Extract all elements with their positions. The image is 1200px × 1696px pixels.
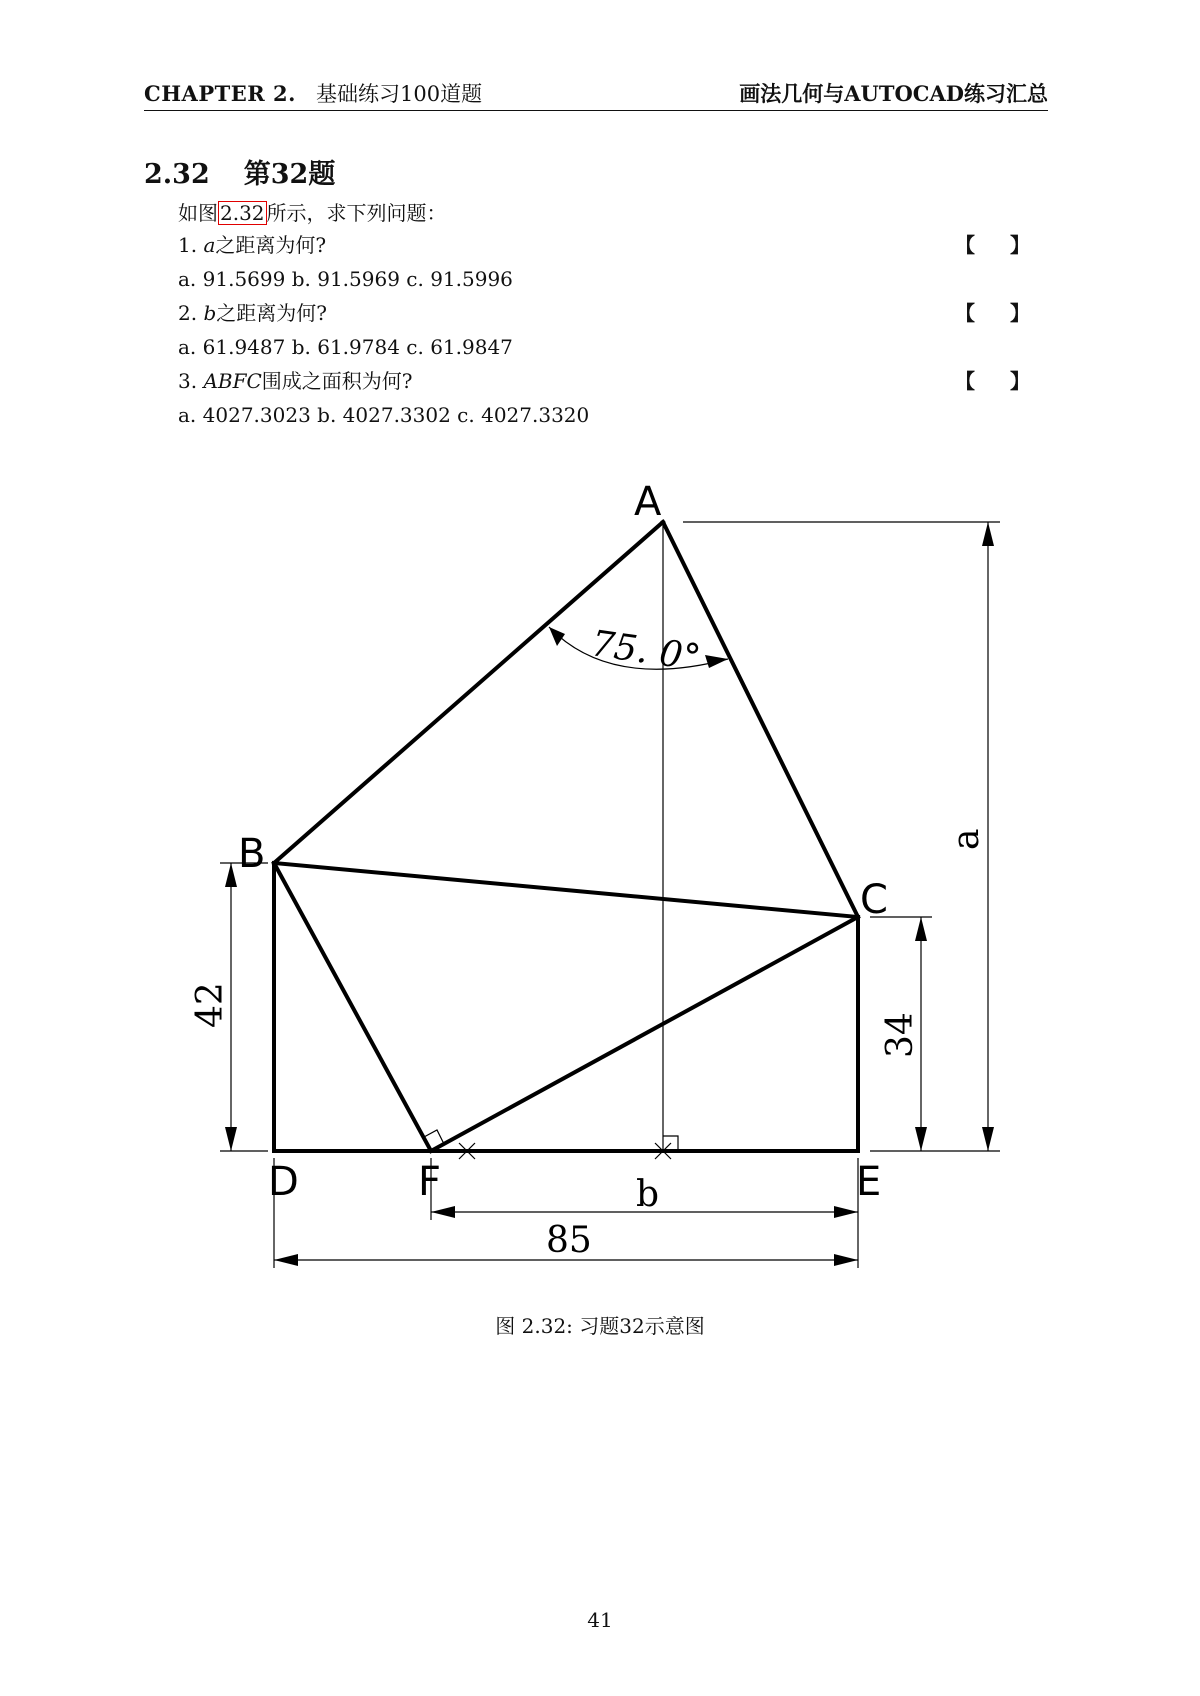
point-label-F: F bbox=[418, 1159, 442, 1205]
intro-prefix: 如图 bbox=[178, 201, 218, 225]
arrowhead bbox=[834, 1254, 858, 1266]
dim-b-label: b bbox=[636, 1174, 660, 1215]
dim-34-label: 34 bbox=[880, 1012, 921, 1058]
section-title bbox=[144, 152, 335, 191]
question-1 bbox=[178, 230, 1044, 260]
arrowhead bbox=[982, 522, 994, 546]
question-number: 2. bbox=[178, 301, 198, 325]
arrowhead bbox=[915, 1127, 927, 1151]
question-1-options: a. 91.5699 b. 91.5969 c. 91.5996 bbox=[178, 267, 513, 291]
question-text: 围成之面积为何? bbox=[261, 369, 413, 393]
header-chapter bbox=[144, 78, 482, 108]
arrowhead bbox=[982, 1127, 994, 1151]
question-variable: b bbox=[203, 301, 217, 325]
page-header bbox=[144, 76, 1048, 111]
chapter-label: CHAPTER 2. bbox=[144, 81, 296, 106]
arrowhead bbox=[915, 917, 927, 941]
question-variable: a bbox=[203, 233, 216, 257]
point-label-D: D bbox=[268, 1159, 299, 1205]
section-name: 第32题 bbox=[243, 159, 336, 190]
dim-85-label: 85 bbox=[546, 1220, 592, 1261]
question-text: 之距离为何? bbox=[215, 233, 327, 257]
edge-FC bbox=[431, 917, 858, 1151]
edge-BC bbox=[274, 863, 858, 917]
page-number: 41 bbox=[587, 1608, 613, 1632]
point-label-E: E bbox=[856, 1159, 882, 1205]
question-number: 1. bbox=[178, 233, 198, 257]
angle-label: 75. 0° bbox=[588, 623, 703, 680]
arrowhead bbox=[705, 655, 728, 668]
book-title: 画法几何与AUTOCAD练习汇总 bbox=[739, 81, 1048, 106]
chapter-title: 基础练习100道题 bbox=[316, 82, 483, 106]
arrowhead bbox=[225, 1127, 237, 1151]
arrowhead bbox=[274, 1254, 298, 1266]
question-2 bbox=[178, 298, 1044, 328]
arrowhead bbox=[225, 863, 237, 887]
answer-bracket: 【 】 bbox=[955, 369, 1044, 393]
intro-line bbox=[178, 198, 1044, 228]
answer-bracket: 【 】 bbox=[955, 301, 1044, 325]
question-variable: ABFC bbox=[203, 369, 262, 393]
point-label-B: B bbox=[238, 831, 266, 877]
arrowhead bbox=[431, 1206, 455, 1218]
point-label-C: C bbox=[860, 877, 888, 923]
dim-a-label: a bbox=[946, 828, 987, 850]
question-text: 之距离为何? bbox=[216, 301, 327, 325]
geometry-figure bbox=[0, 460, 1200, 1280]
question-3 bbox=[178, 366, 1044, 396]
figure-reference-link[interactable]: 2.32 bbox=[220, 201, 265, 225]
question-3-options: a. 4027.3023 b. 4027.3302 c. 4027.3320 bbox=[178, 403, 590, 427]
edge-AC bbox=[663, 522, 858, 917]
edge-BF bbox=[274, 863, 431, 1151]
arrowhead bbox=[834, 1206, 858, 1218]
point-label-A: A bbox=[634, 479, 662, 525]
answer-bracket: 【 】 bbox=[955, 233, 1044, 257]
section-number: 2.32 bbox=[144, 159, 210, 190]
figure-caption: 图 2.32: 习题32示意图 bbox=[495, 1314, 705, 1338]
question-2-options: a. 61.9487 b. 61.9784 c. 61.9847 bbox=[178, 335, 513, 359]
intro-suffix: 所示，求下列问题： bbox=[266, 201, 447, 225]
question-number: 3. bbox=[178, 369, 198, 393]
arrowhead bbox=[549, 627, 565, 646]
edge-AB bbox=[274, 522, 663, 863]
dim-42-label: 42 bbox=[190, 982, 231, 1028]
